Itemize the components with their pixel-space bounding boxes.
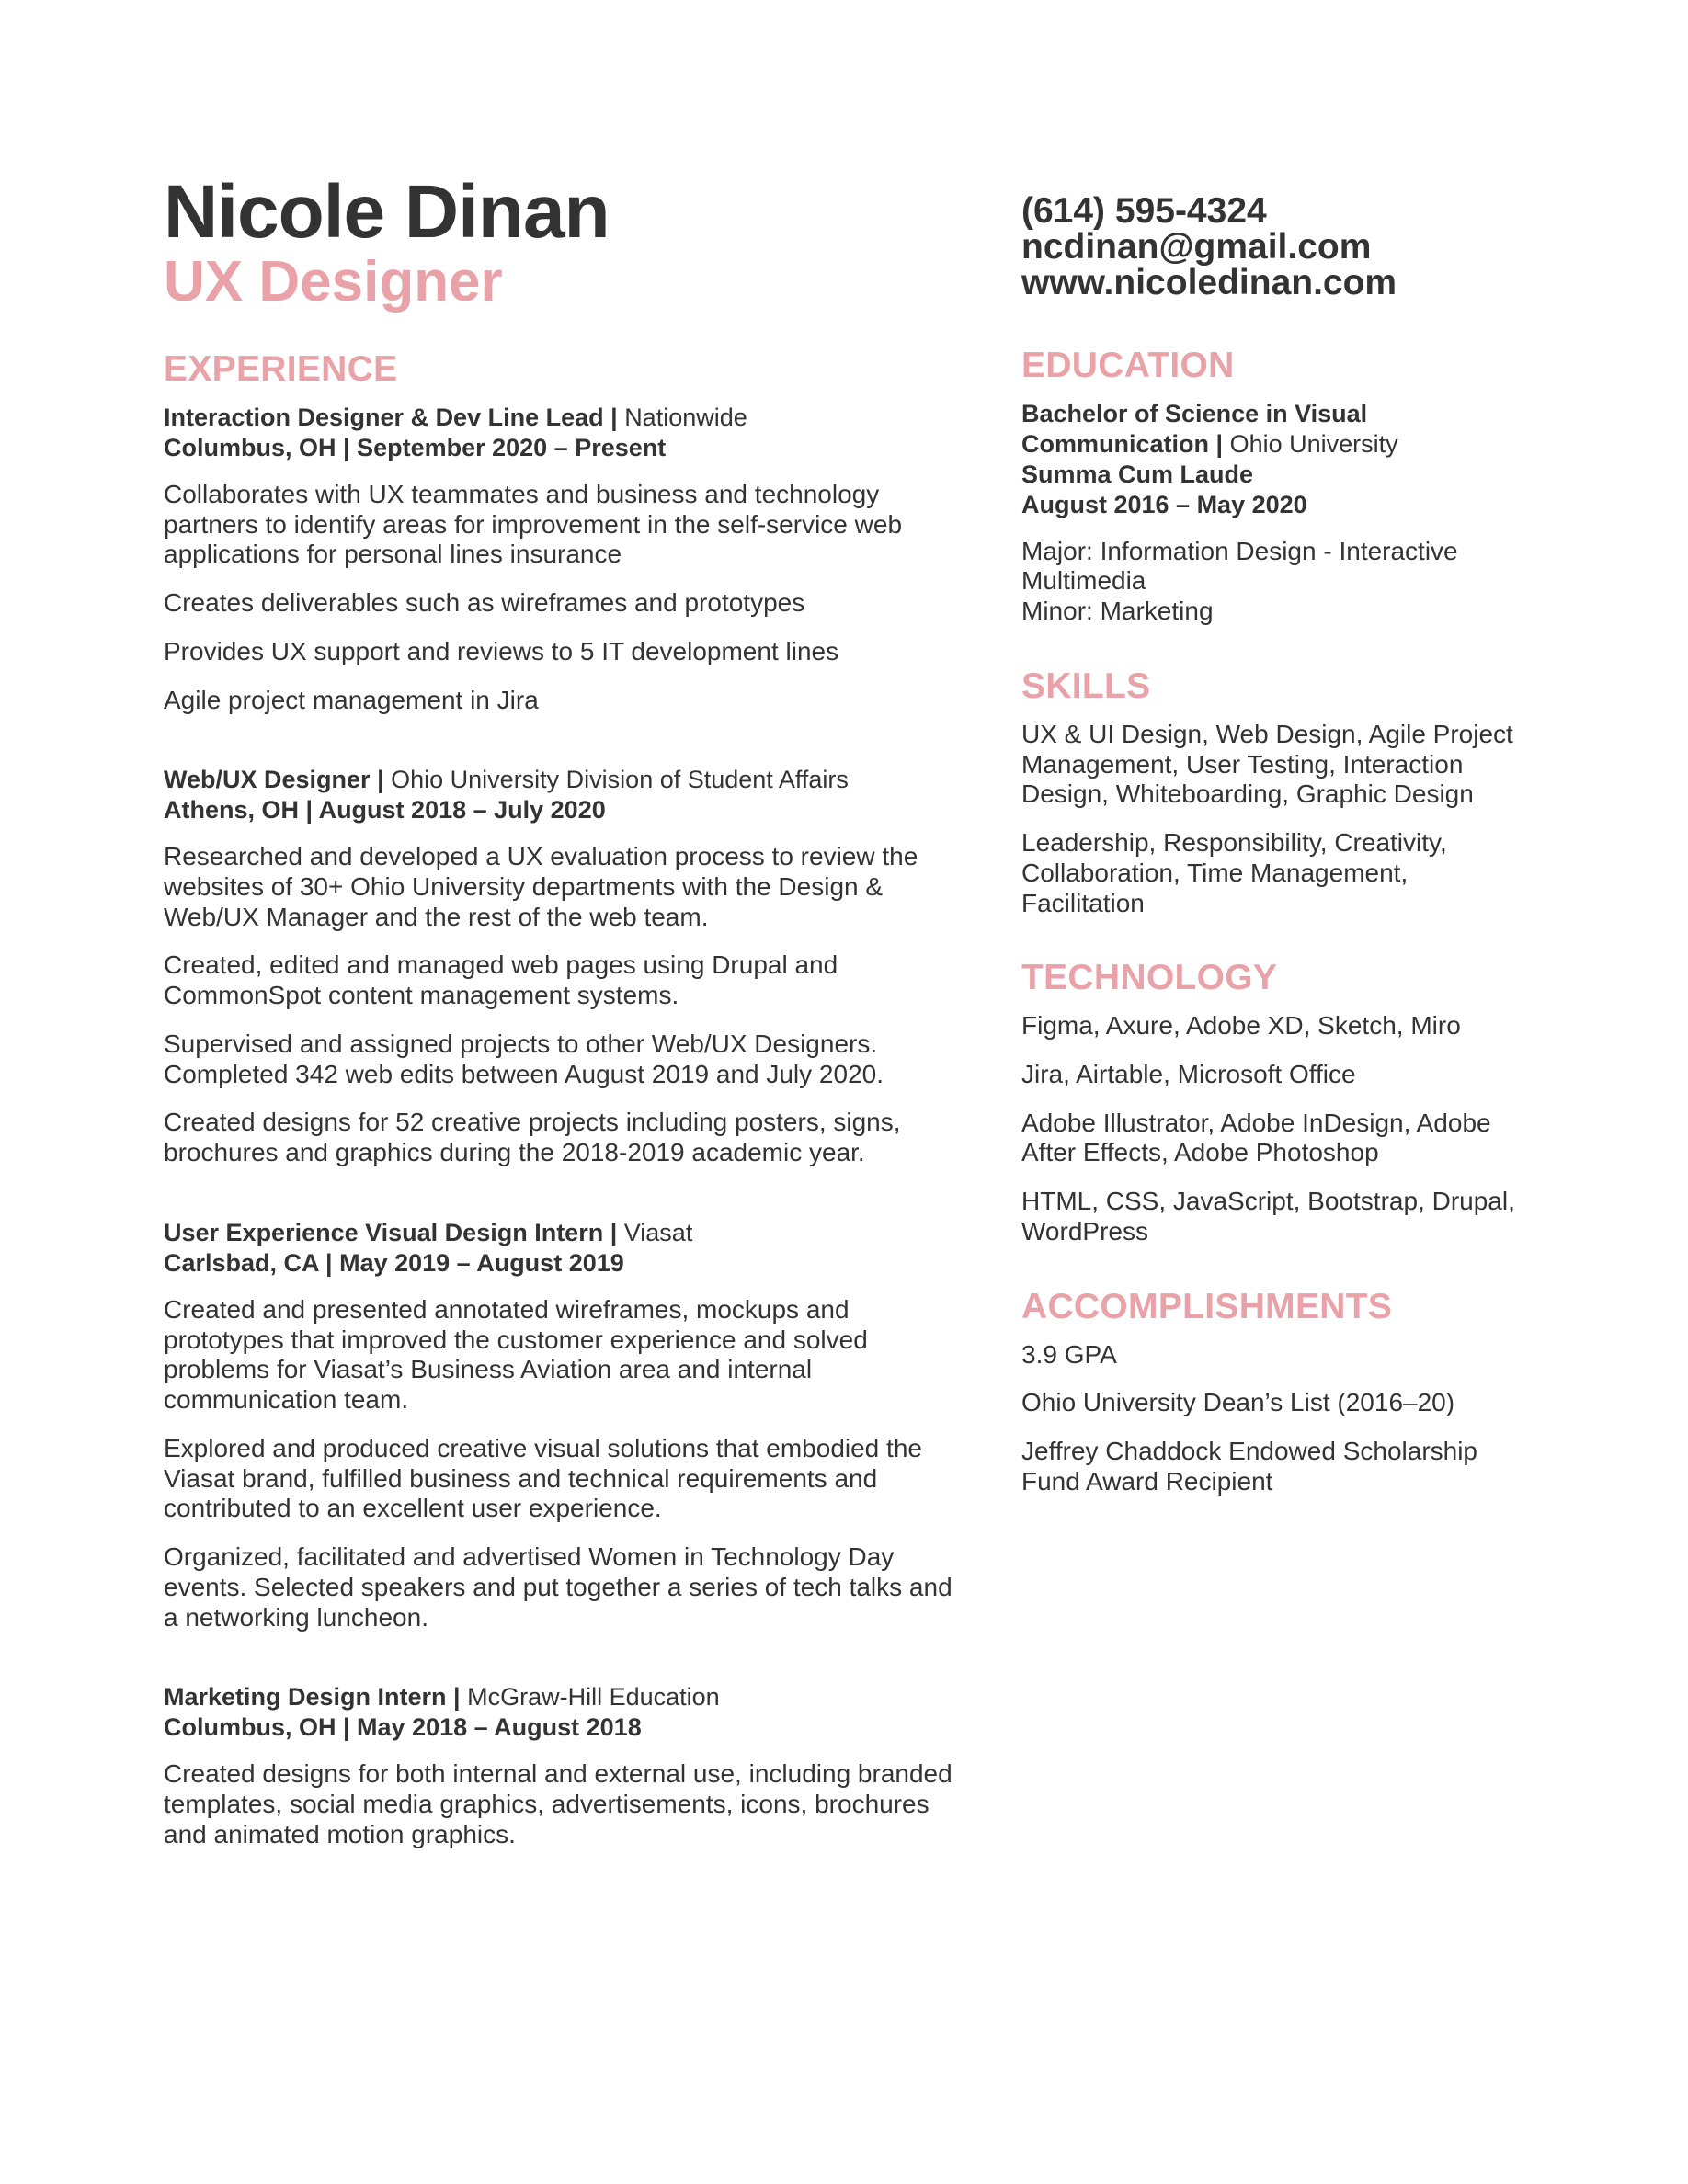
education-dates: August 2016 – May 2020 xyxy=(1021,490,1307,518)
job-bullet: Created, edited and managed web pages using Drupal and CommonSpot content management systems. xyxy=(164,950,838,1010)
contact-block xyxy=(1021,193,1536,301)
job-entry xyxy=(164,1682,973,1849)
accomplishment-item: Jeffrey Chaddock Endowed Scholarship Fund Award Recipient xyxy=(1021,1437,1478,1496)
email-address[interactable]: ncdinan@gmail.com xyxy=(1021,227,1372,267)
minor: Minor: Marketing xyxy=(1021,597,1214,626)
job-header xyxy=(164,1218,973,1279)
degree-line-2: Communication xyxy=(1021,429,1210,458)
job-title: Marketing Design Intern xyxy=(164,1683,447,1712)
honors: Summa Cum Laude xyxy=(1021,460,1254,488)
school-name: Ohio University xyxy=(1229,429,1398,458)
job-bullet: Explored and produced creative visual solutions that embodied the Viasat brand, fulfilled business and technical requirements and contributed to an excellent user experience. xyxy=(164,1433,922,1523)
accomplishments-section xyxy=(1021,1288,1536,1497)
job-bullet: Created designs for 52 creative projects including posters, signs, brochures and graphics during the 2018-2019 academic year. xyxy=(164,1108,901,1167)
job-organization: Nationwide xyxy=(624,403,747,431)
job-entry xyxy=(164,403,973,715)
left-column xyxy=(164,170,973,1868)
accomplishments-heading: ACCOMPLISHMENTS xyxy=(1021,1286,1393,1326)
technology-item: Jira, Airtable, Microsoft Office xyxy=(1021,1059,1356,1088)
skills-item: UX & UI Design, Web Design, Agile Project Management, User Testing, Interaction Design, Whiteboarding, Graphic Design xyxy=(1021,719,1513,809)
job-separator: | xyxy=(446,1683,468,1712)
education-header xyxy=(1021,399,1536,520)
job-header xyxy=(164,765,973,825)
job-separator: | xyxy=(603,1218,624,1246)
accomplishment-item: 3.9 GPA xyxy=(1021,1339,1117,1369)
candidate-role: UX Designer xyxy=(164,250,503,313)
job-title: Web/UX Designer xyxy=(164,766,371,794)
job-bullet: Collaborates with UX teammates and business and technology partners to identify areas for improvement in the self-service web applications for personal lines insurance xyxy=(164,479,903,569)
accomplishment-item: Ohio University Dean’s List (2016–20) xyxy=(1021,1388,1455,1417)
technology-section xyxy=(1021,959,1536,1246)
major-line-1: Major: Information Design - Interactive xyxy=(1021,536,1458,565)
technology-heading: TECHNOLOGY xyxy=(1021,958,1278,998)
skills-section xyxy=(1021,667,1536,918)
website-link[interactable]: www.nicoledinan.com xyxy=(1021,263,1397,302)
job-title: User Experience Visual Design Intern xyxy=(164,1218,604,1246)
education-heading: EDUCATION xyxy=(1021,346,1235,385)
job-bullet: Supervised and assigned projects to other Web/UX Designers. Completed 342 web edits between August 2019 and July 2020. xyxy=(164,1029,884,1088)
job-entry xyxy=(164,765,973,1168)
job-entry xyxy=(164,1218,973,1632)
job-bullet: Organized, facilitated and advertised Women in Technology Day events. Selected speakers and put together a series of tech talks and a networking luncheon. xyxy=(164,1542,952,1632)
job-bullet: Creates deliverables such as wireframes and prototypes xyxy=(164,588,805,618)
job-bullet: Created and presented annotated wireframes, mockups and prototypes that improved the customer experience and solved problems for Viasat’s Business Aviation area and internal communication team. xyxy=(164,1294,868,1415)
job-location-dates: Athens, OH | August 2018 – July 2020 xyxy=(164,796,606,825)
education-details xyxy=(1021,537,1536,627)
right-column xyxy=(1021,193,1536,1516)
job-location-dates: Columbus, OH | May 2018 – August 2018 xyxy=(164,1713,642,1742)
job-header xyxy=(164,403,973,463)
education-separator: | xyxy=(1209,429,1230,458)
experience-heading: EXPERIENCE xyxy=(164,349,398,390)
phone-number[interactable]: (614) 595-4324 xyxy=(1021,191,1267,231)
skills-heading: SKILLS xyxy=(1021,665,1151,706)
job-organization: McGraw-Hill Education xyxy=(467,1683,720,1712)
education-section xyxy=(1021,347,1536,627)
job-organization: Viasat xyxy=(623,1218,693,1246)
job-location-dates: Carlsbad, CA | May 2019 – August 2019 xyxy=(164,1248,624,1277)
technology-item: HTML, CSS, JavaScript, Bootstrap, Drupal, WordPress xyxy=(1021,1187,1515,1246)
degree-line-1: Bachelor of Science in Visual xyxy=(1021,399,1368,427)
job-separator: | xyxy=(603,403,625,431)
major-line-2: Multimedia xyxy=(1021,566,1146,596)
job-title: Interaction Designer & Dev Line Lead xyxy=(164,403,604,431)
job-header xyxy=(164,1682,973,1743)
job-location-dates: Columbus, OH | September 2020 – Present xyxy=(164,433,667,461)
job-bullet: Provides UX support and reviews to 5 IT development lines xyxy=(164,636,839,665)
job-organization: Ohio University Division of Student Affairs xyxy=(391,766,849,794)
skills-item: Leadership, Responsibility, Creativity, Collaboration, Time Management, Facilitation xyxy=(1021,828,1447,917)
technology-item: Adobe Illustrator, Adobe InDesign, Adobe After Effects, Adobe Photoshop xyxy=(1021,1108,1491,1167)
job-bullet: Agile project management in Jira xyxy=(164,685,539,714)
technology-item: Figma, Axure, Adobe XD, Sketch, Miro xyxy=(1021,1011,1461,1041)
experience-section xyxy=(164,350,973,1849)
job-bullet: Researched and developed a UX evaluation process to review the websites of 30+ Ohio University departments with the Design & Web/UX Manager and the rest of the web team. xyxy=(164,842,918,931)
job-bullet: Created designs for both internal and external use, including branded templates, social media graphics, advertisements, icons, brochures and animated motion graphics. xyxy=(164,1759,952,1848)
candidate-name: Nicole Dinan xyxy=(164,170,610,254)
job-separator: | xyxy=(370,766,392,794)
